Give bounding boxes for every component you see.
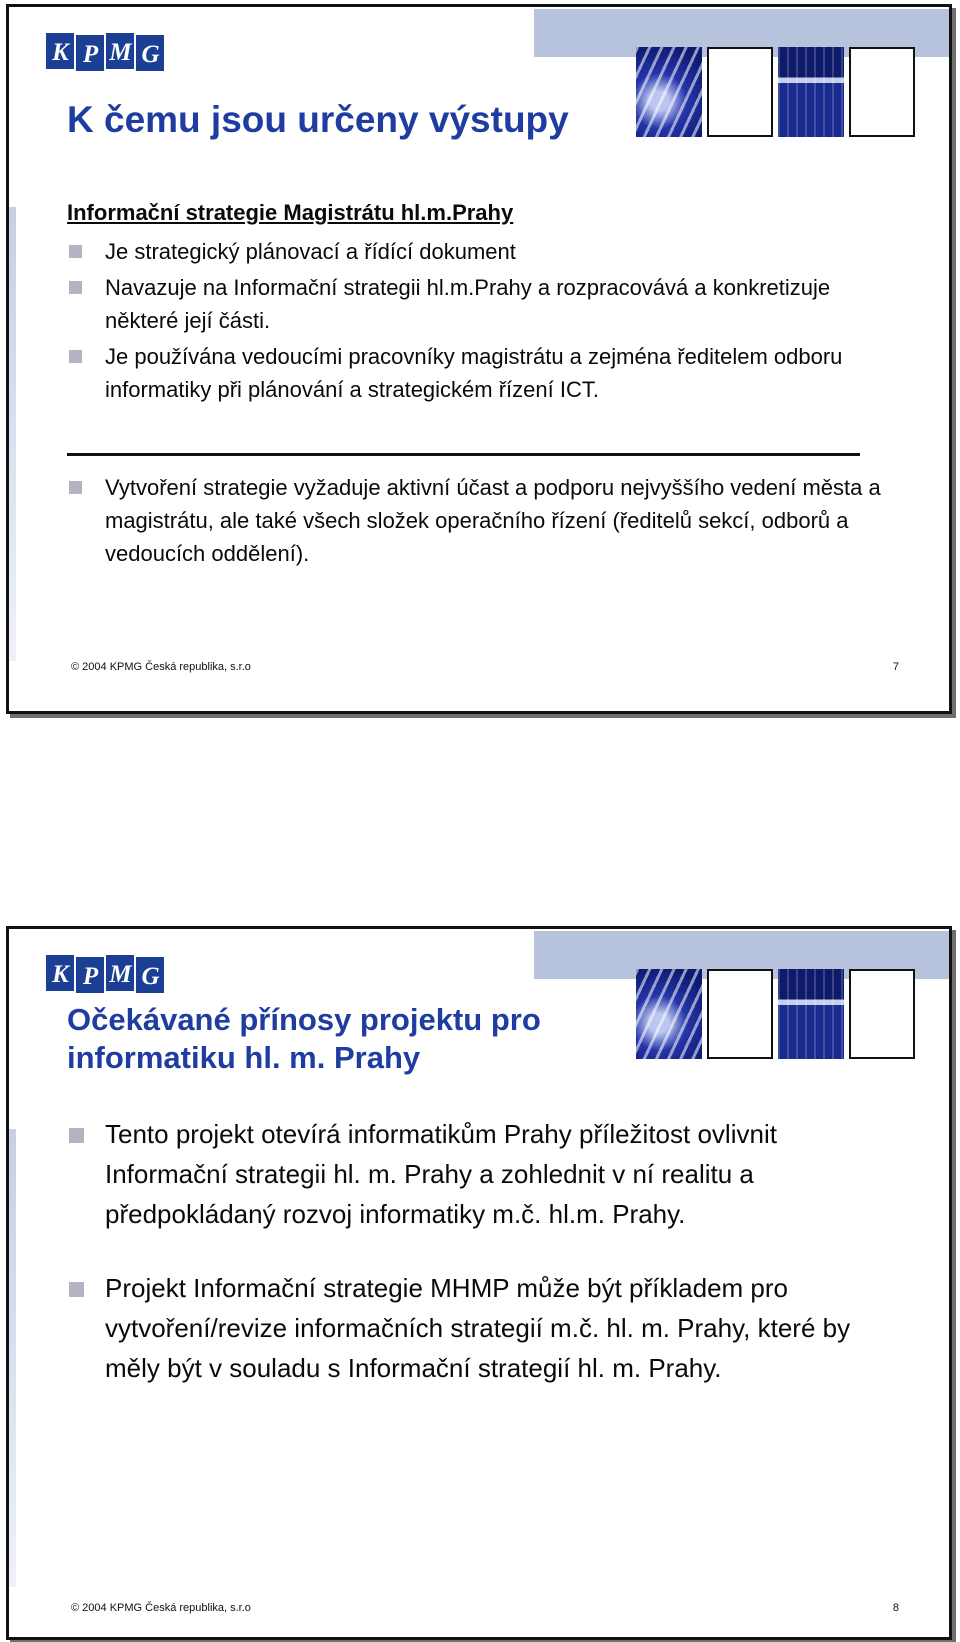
left-accent-bar <box>9 207 16 661</box>
logo-letter-p: P <box>76 957 104 993</box>
logo-letter-g: G <box>136 957 164 993</box>
bullet-list <box>67 235 899 409</box>
footer-copyright: © 2004 KPMG Česká republika, s.r.o <box>71 1602 251 1614</box>
bullet-item: Projekt Informační strategie MHMP může být příkladem pro vytvoření/revize informačních strategií m.č. hl. m. Prahy, které by měly být v souladu s Informační strategií hl. m. Prahy. <box>67 1268 899 1388</box>
logo-letter-g: G <box>136 35 164 71</box>
footer-copyright: © 2004 KPMG Česká republika, s.r.o <box>71 661 251 673</box>
bullet-list <box>67 471 899 570</box>
photo-frame-empty <box>707 47 773 137</box>
slide-subheading: Informační strategie Magistrátu hl.m.Prahy <box>67 200 514 225</box>
header-photos <box>636 969 915 1059</box>
divider-line <box>67 453 860 456</box>
photo-frame-empty <box>849 47 915 137</box>
left-accent-bar <box>9 1129 16 1587</box>
logo-letter-k: K <box>46 955 74 991</box>
bullet-item: Navazuje na Informační strategii hl.m.Prahy a rozpracovává a konkretizuje některé její části. <box>67 271 899 337</box>
photo-frame-empty <box>707 969 773 1059</box>
slide-title: Očekávané přínosy projektu pro informatiku hl. m. Prahy <box>67 1002 541 1075</box>
bullet-item: Vytvoření strategie vyžaduje aktivní účast a podporu nejvyššího vedení města a magistrátu, ale také všech složek operačního řízení (ředitelů sekcí, odborů a vedoucích oddělení). <box>67 471 899 570</box>
kpmg-logo <box>46 33 164 73</box>
logo-letter-p: P <box>76 35 104 71</box>
bullet-item: Je strategický plánovací a řídící dokument <box>67 235 899 268</box>
bullet-item: Tento projekt otevírá informatikům Prahy příležitost ovlivnit Informační strategii hl. m. Prahy a zohlednit v ní realitu a předpokládaný rozvoj informatiky m.č. hl.m. Prahy. <box>67 1114 899 1234</box>
page-number: 7 <box>892 661 899 673</box>
slide-8 <box>6 926 952 1640</box>
slide-7 <box>6 4 952 714</box>
bullet-list <box>67 1114 899 1422</box>
photo-tunnel-image <box>778 969 844 1059</box>
photo-engine-image <box>636 47 702 137</box>
photo-tunnel-image <box>778 47 844 137</box>
kpmg-logo <box>46 955 164 995</box>
logo-letter-m: M <box>106 955 134 991</box>
photo-frame-empty <box>849 969 915 1059</box>
slide-title: K čemu jsou určeny výstupy <box>67 99 569 140</box>
bullet-item: Je používána vedoucími pracovníky magistrátu a zejména ředitelem odboru informatiky při plánování a strategickém řízení ICT. <box>67 340 899 406</box>
logo-letter-k: K <box>46 33 74 69</box>
page-number: 8 <box>892 1602 899 1614</box>
photo-engine-image <box>636 969 702 1059</box>
header-photos <box>636 47 915 137</box>
logo-letter-m: M <box>106 33 134 69</box>
